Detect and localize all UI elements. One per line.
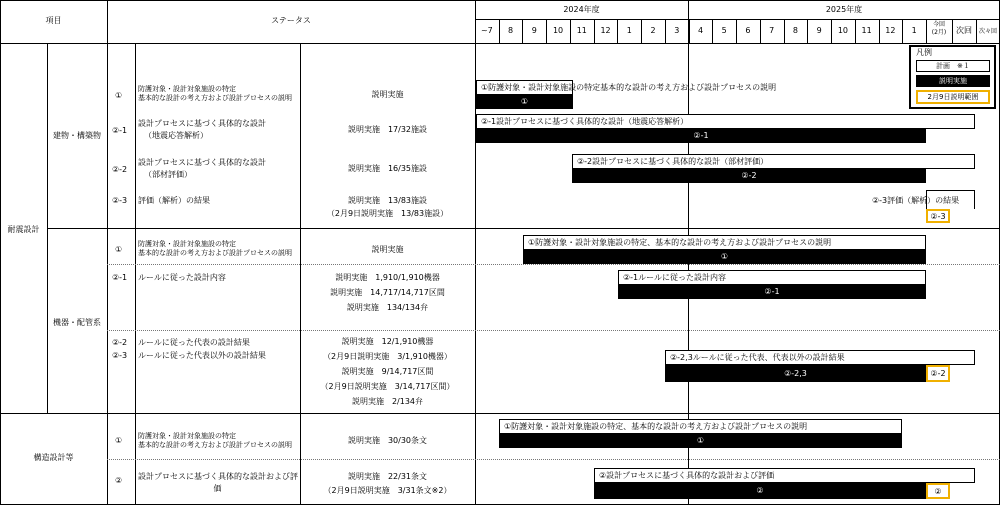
month-label: 10 [552, 26, 564, 35]
row-status: 説明実施 13/83施設 [347, 196, 428, 205]
month-label: 11 [861, 26, 872, 35]
row-status: （2月9日説明実施 3/1,910機器） [323, 352, 452, 361]
plan-bar-label: ②-3評価（解析）の結果 [872, 196, 960, 205]
row-desc: 基本的な設計の考え方および設計プロセスの説明 [138, 441, 292, 449]
row-status: 説明実施 17/32施設 [347, 125, 428, 134]
feb-bar: ② [926, 483, 950, 499]
row-status: 説明実施 12/1,910機器 [341, 337, 434, 346]
legend-plan: 計画 ※１ [916, 60, 990, 72]
row-number: ① [115, 436, 123, 445]
plan-bar [926, 190, 975, 209]
plan-bar: ①防護対象・設計対象施設の特定、基本的な設計の考え方および設計プロセスの説明 [523, 235, 926, 250]
legend-done: 説明実施 [916, 75, 990, 87]
month-label: 5 [721, 26, 727, 35]
month-label: 7 [769, 26, 775, 35]
row-number: ②-2 [112, 338, 128, 347]
legend [909, 45, 996, 109]
section-equipment: 機器・配管系 [53, 318, 101, 327]
row-desc: 設計プロセスに基づく具体的な設計および評 [138, 472, 298, 481]
row-number: ②-1 [112, 126, 128, 135]
month-label: 9 [531, 26, 537, 35]
row-desc: （部材評価） [144, 170, 192, 179]
done-bar: ②-1 [618, 285, 926, 299]
month-label: 12 [600, 26, 611, 35]
month-label: 6 [745, 26, 751, 35]
month-label: 4 [697, 26, 704, 35]
row-number: ②-3 [112, 351, 128, 360]
plan-bar: ②設計プロセスに基づく具体的な設計および評価 [594, 468, 975, 483]
plan-bar: ②-1設計プロセスに基づく具体的な設計（地震応答解析） [476, 114, 975, 129]
row-status: 説明実施 22/31条文 [347, 472, 428, 481]
feb-bar: ②-2 [926, 365, 950, 382]
section-building: 建物・構築物 [53, 131, 101, 140]
month-label: 2 [650, 26, 656, 35]
row-status: 説明実施 1,910/1,910機器 [335, 273, 440, 282]
row-desc: ルールに従った設計内容 [138, 273, 226, 282]
done-bar: ① [499, 434, 902, 448]
month-label: 1 [626, 26, 632, 35]
row-status: 説明実施 [371, 245, 404, 254]
row-desc: 防護対象・設計対象施設の特定 [138, 240, 236, 248]
header-fy2025: 2025年度 [825, 5, 863, 14]
header-current-month: 今回 (2月) [931, 21, 947, 36]
plan-bar: ②-2設計プロセスに基づく具体的な設計（部材評価） [572, 154, 975, 169]
month-label: 8 [508, 26, 514, 35]
done-bar: ② [594, 483, 926, 499]
done-bar: ① [476, 95, 573, 109]
header-status: ステータス [271, 16, 311, 25]
month-label: 1 [911, 26, 917, 35]
row-number: ②-3 [112, 196, 128, 205]
section-structural: 構造設計等 [33, 453, 74, 462]
row-number: ① [115, 245, 123, 254]
legend-title: 凡例 [916, 48, 932, 57]
month-label: 10 [837, 26, 848, 35]
row-status: （2月9日説明実施 3/14,717区間） [320, 382, 455, 391]
done-bar: ②-2,3 [665, 365, 926, 382]
header-next: 次回 [956, 26, 972, 35]
row-status: 説明実施 9/14,717区間 [341, 367, 434, 376]
row-desc: 設計プロセスに基づく具体的な設計 [138, 158, 266, 167]
month-label: 9 [816, 26, 822, 35]
month-label: 12 [885, 26, 896, 35]
feb-bar: ②-3 [926, 209, 950, 223]
row-status: 説明実施 [371, 90, 404, 99]
header-fy2024: 2024年度 [563, 5, 600, 14]
row-desc: 防護対象・設計対象施設の特定 [138, 85, 236, 93]
row-status: 説明実施 134/134弁 [346, 303, 429, 312]
row-status: 説明実施 16/35施設 [347, 164, 428, 173]
plan-bar: ①防護対象・設計対象施設の特定、基本的な設計の考え方および設計プロセスの説明 [499, 419, 902, 434]
row-desc: 設計プロセスに基づく具体的な設計 [138, 119, 266, 128]
plan-bar: ②-2,3ルールに従った代表、代表以外の設計結果 [665, 350, 975, 365]
row-desc: 基本的な設計の考え方および設計プロセスの説明 [138, 249, 292, 257]
done-bar: ① [523, 250, 926, 264]
row-number: ②-1 [112, 273, 128, 282]
legend-feb: 2月9日説明範囲 [916, 90, 990, 104]
row-status: （2月9日説明実施 3/31条文※2） [323, 486, 452, 495]
row-status: 説明実施 14,717/14,717区間 [330, 288, 445, 297]
row-number: ② [115, 476, 123, 485]
row-status: （2月9日説明実施 13/83施設） [326, 209, 449, 218]
row-number: ① [115, 91, 123, 100]
row-desc: 基本的な設計の考え方および設計プロセスの説明 [138, 94, 292, 102]
row-desc: ルールに従った代表以外の設計結果 [138, 351, 266, 360]
row-status: 説明実施 30/30条文 [347, 436, 428, 445]
row-desc: 防護対象・設計対象施設の特定 [138, 432, 236, 440]
done-bar: ②-1 [476, 129, 926, 143]
month-label: 8 [792, 26, 798, 35]
row-number: ②-2 [112, 165, 128, 174]
row-desc: 評価（解析）の結果 [138, 196, 210, 205]
month-label: 11 [576, 26, 587, 35]
row-status: 説明実施 2/134弁 [351, 397, 424, 406]
plan-bar: ①防護対象・設計対象施設の特定基本的な設計の考え方および設計プロセスの説明 [476, 80, 573, 95]
plan-bar: ②-1ルールに従った設計内容 [618, 270, 926, 285]
row-desc: ルールに従った代表の設計結果 [138, 338, 250, 347]
header-next-next: 次々回 [978, 28, 997, 35]
done-bar: ②-2 [572, 169, 926, 183]
month-label: ~7 [480, 26, 493, 35]
section-seismic: 耐震設計 [7, 225, 40, 234]
month-label: 3 [674, 26, 680, 35]
row-desc: 価 [213, 484, 222, 493]
row-desc: （地震応答解析） [144, 131, 208, 140]
header-item: 項目 [45, 16, 62, 25]
